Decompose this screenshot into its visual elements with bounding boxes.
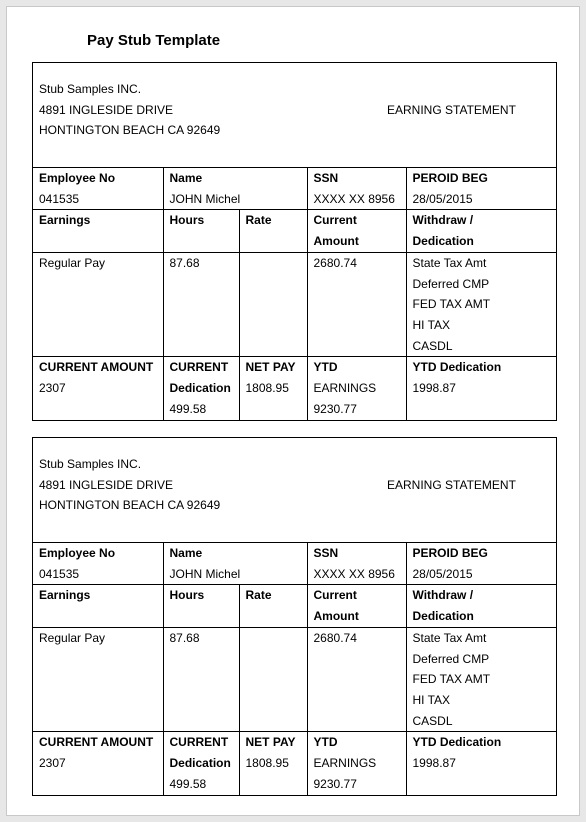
pay-stub-1 [32,62,557,421]
current-dedication-cell [163,732,239,795]
withdraw-header [406,585,556,627]
hours-label: Hours [163,585,239,627]
deduction-item: HI TAX [412,692,451,707]
ytd-dedication-cell [406,357,556,420]
current-dedication-label-1: CURRENT [169,735,229,750]
net-pay-value: 1808.95 [245,381,289,396]
period-cell [406,168,556,210]
current-dedication-label-2: Dedication [169,381,231,396]
deduction-item: CASDL [412,338,453,353]
ytd-dedication-value: 1998.87 [412,381,456,396]
ssn-cell [307,168,406,210]
current-amount-value: 2680.74 [307,252,406,357]
company-block [39,79,220,141]
withdraw-label-line-1: Withdraw / [412,213,474,228]
ytd-dedication-label: YTD Dedication [412,735,502,750]
stub-table [33,168,556,420]
rate-value [239,627,307,732]
deduction-item: CASDL [412,713,453,728]
hours-value: 87.68 [163,252,239,357]
deduction-item: State Tax Amt [412,255,487,270]
document-title: Pay Stub Template [87,32,221,49]
employee-no-cell [33,168,163,210]
company-name: Stub Samples INC. [39,82,142,96]
hours-value: 87.68 [163,627,239,732]
employee-no-cell [33,543,163,585]
current-amount-value: 2680.74 [307,627,406,732]
deduction-item: Deferred CMP [412,651,490,666]
period-label: PEROID BEG [412,171,488,185]
employee-name-value: JOHN Michel [169,566,241,581]
ssn-cell [307,543,406,585]
period-label: PEROID BEG [412,546,488,560]
deduction-item: Deferred CMP [412,276,490,291]
net-pay-value: 1808.95 [245,756,289,771]
company-block [39,454,220,516]
ssn-value: XXXX XX 8956 [313,566,395,581]
withdraw-label-line-2: Dedication [412,234,474,249]
employee-no-value: 041535 [39,566,80,581]
withdraw-header [406,210,556,252]
current-amount-total-label: CURRENT AMOUNT [39,360,154,375]
current-dedication-cell [163,357,239,420]
period-value: 28/05/2015 [412,566,473,581]
document-page [6,6,580,816]
totals-row [33,357,556,420]
ytd-dedication-label: YTD Dedication [412,360,502,375]
current-label-line-1: Current [313,588,357,603]
employee-name-value: JOHN Michel [169,191,241,206]
stub-header [33,438,556,543]
net-pay-cell [239,357,307,420]
ytd-earnings-label: EARNINGS [313,381,377,396]
rate-label: Rate [239,585,307,627]
statement-label: EARNING STATEMENT [387,103,516,117]
deductions-cell [406,627,556,732]
ytd-label: YTD [313,735,338,750]
current-label-line-2: Amount [313,609,359,624]
deduction-item: HI TAX [412,317,451,332]
current-amount-total-cell [33,357,163,420]
withdraw-label-line-1: Withdraw / [412,588,474,603]
employee-no-label: Employee No [39,546,116,560]
totals-row [33,732,556,795]
deductions-cell [406,252,556,357]
employee-name-label: Name [169,546,203,560]
deduction-item: State Tax Amt [412,630,487,645]
company-name: Stub Samples INC. [39,457,142,471]
current-dedication-label-1: CURRENT [169,360,229,375]
rate-label: Rate [239,210,307,252]
current-dedication-label-2: Dedication [169,756,231,771]
company-address-line-1: 4891 INGLESIDE DRIVE [39,102,174,117]
ytd-earnings-label: EARNINGS [313,756,377,771]
pay-stub-2 [32,437,557,796]
statement-label: EARNING STATEMENT [387,478,516,492]
ytd-label: YTD [313,360,338,375]
current-amount-total-value: 2307 [39,756,66,771]
current-amount-header [307,585,406,627]
withdraw-label-line-2: Dedication [412,609,474,624]
company-address-line-1: 4891 INGLESIDE DRIVE [39,477,174,492]
employee-name-label: Name [169,171,203,185]
net-pay-label: NET PAY [245,360,296,375]
current-dedication-value: 499.58 [169,776,207,791]
net-pay-label: NET PAY [245,735,296,750]
ytd-earnings-value: 9230.77 [313,776,357,791]
earnings-label: Earnings [33,585,163,627]
ytd-dedication-value: 1998.87 [412,756,456,771]
current-label-line-1: Current [313,213,357,228]
earnings-label: Earnings [33,210,163,252]
company-address-line-2: HONTINGTON BEACH CA 92649 [39,123,221,137]
current-amount-header [307,210,406,252]
rate-value [239,252,307,357]
regular-pay-cell: Regular Pay [33,627,163,732]
hours-label: Hours [163,210,239,252]
stub-header [33,63,556,168]
period-value: 28/05/2015 [412,191,473,206]
ssn-label: SSN [313,171,339,185]
employee-name-cell [163,168,307,210]
stub-table [33,543,556,795]
earnings-header-row [33,585,556,627]
employee-row [33,168,556,210]
deduction-item: FED TAX AMT [412,672,491,687]
period-cell [406,543,556,585]
net-pay-cell [239,732,307,795]
employee-no-value: 041535 [39,191,80,206]
current-amount-total-cell [33,732,163,795]
earnings-detail-row [33,252,556,357]
ytd-dedication-cell [406,732,556,795]
regular-pay-cell: Regular Pay [33,252,163,357]
earnings-header-row [33,210,556,252]
current-label-line-2: Amount [313,234,359,249]
employee-no-label: Employee No [39,171,116,185]
current-amount-total-label: CURRENT AMOUNT [39,735,154,750]
ytd-earnings-cell [307,357,406,420]
employee-name-cell [163,543,307,585]
deduction-item: FED TAX AMT [412,297,491,312]
ytd-earnings-value: 9230.77 [313,401,357,416]
company-address-line-2: HONTINGTON BEACH CA 92649 [39,498,221,512]
ssn-label: SSN [313,546,339,560]
employee-row [33,543,556,585]
current-amount-total-value: 2307 [39,381,66,396]
ytd-earnings-cell [307,732,406,795]
current-dedication-value: 499.58 [169,401,207,416]
ssn-value: XXXX XX 8956 [313,191,395,206]
earnings-detail-row [33,627,556,732]
